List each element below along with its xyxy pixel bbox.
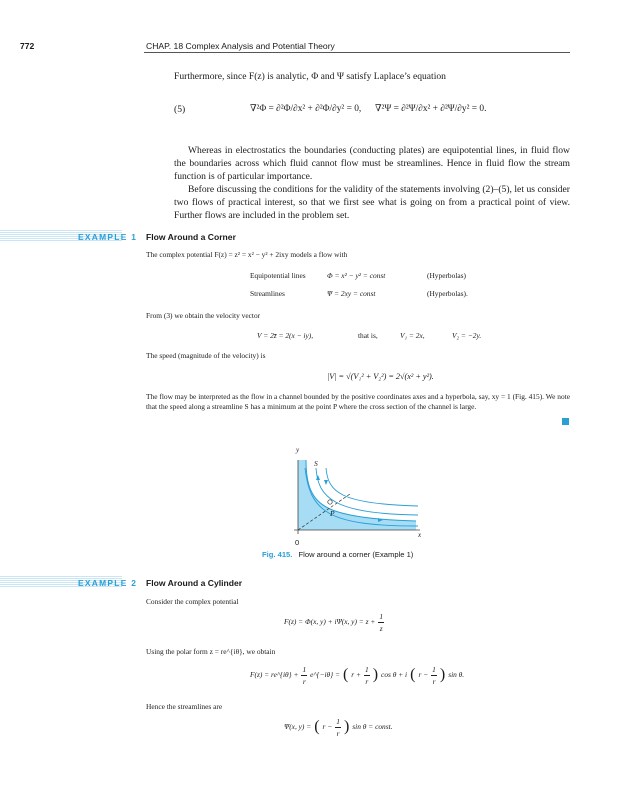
frac-numerator: 1 bbox=[336, 717, 340, 726]
fraction-one-over-r-d bbox=[335, 716, 341, 739]
arrow-2 bbox=[324, 480, 328, 485]
fraction-one-over-r-c bbox=[431, 664, 437, 687]
figure-caption-label: Fig. 415. bbox=[262, 550, 293, 559]
speed-equation: |V| = √(V₁² + V₂²) = 2√(x² + y²). bbox=[327, 372, 434, 381]
polar-equation: F(z) = re^{iθ} + $\frac{1}{r}$ e^{−iθ} = ( r + $\frac{1}{r}$ ) cos θ + i ( r − $\frac{1}{r}$ ) sin θ. bbox=[250, 665, 465, 686]
paren-open: ( bbox=[314, 718, 320, 736]
example2-text-potential: Consider the complex potential bbox=[146, 597, 239, 606]
paren-open: ( bbox=[342, 666, 349, 684]
frac-denominator: z bbox=[379, 624, 383, 633]
end-of-example-marker bbox=[562, 418, 569, 425]
example2-text-polar: Using the polar form z = re^{iθ}, we obtain bbox=[146, 647, 276, 656]
figure-s-label: S bbox=[314, 459, 318, 468]
row-streamlines-eq: Ψ = 2xy = const bbox=[327, 289, 376, 298]
stream-lhs: Ψ(x, y) = bbox=[284, 722, 312, 732]
streamline-2 bbox=[316, 468, 418, 515]
frac-denominator: r bbox=[432, 677, 436, 686]
figure-x-label: x bbox=[418, 531, 422, 539]
laplace-phi-equation: ∇²Φ = ∂²Φ/∂x² + ∂²Φ/∂y² = 0, bbox=[250, 104, 362, 114]
paragraph-flows: Before discussing the conditions for the validity of the statements involving (2)–(5), let us consider two flows of practical interest, so that we first see what is going on from a practical point of view. Further flows are included in the problem set. bbox=[174, 184, 570, 222]
row-equipotential-note: (Hyperbolas) bbox=[427, 271, 466, 280]
polar-cos: cos θ + i bbox=[381, 670, 408, 680]
row-equipotential-label: Equipotential lines bbox=[250, 271, 306, 280]
page-number: 772 bbox=[20, 41, 35, 51]
stream-rhs: sin θ = const. bbox=[352, 722, 393, 732]
figure-caption-text: Flow around a corner (Example 1) bbox=[298, 550, 414, 559]
equation-number: (5) bbox=[174, 104, 186, 115]
example2-label: EXAMPLE 2 bbox=[78, 578, 138, 588]
frac-denominator: r bbox=[365, 677, 369, 686]
potential-equation bbox=[284, 611, 384, 634]
figure-p-label: P bbox=[330, 509, 335, 518]
frac-denominator: r bbox=[302, 677, 306, 686]
paren-close: ) bbox=[439, 666, 446, 684]
point-p-marker bbox=[328, 500, 332, 504]
frac-numerator: 1 bbox=[432, 665, 436, 674]
velocity-equation: V = 2z̄ = 2(x − iy), bbox=[257, 331, 314, 340]
chapter-header: CHAP. 18 Complex Analysis and Potential Theory bbox=[146, 41, 335, 51]
polar-sin: sin θ. bbox=[448, 670, 465, 680]
row-equipotential-eq: Φ = x² − y² = const bbox=[327, 271, 386, 280]
intro-line: Furthermore, since F(z) is analytic, Φ and Ψ satisfy Laplace’s equation bbox=[174, 71, 446, 82]
polar-lhs: F(z) = re^{iθ} + bbox=[250, 670, 299, 680]
figure-caption bbox=[262, 550, 413, 559]
frac-numerator: 1 bbox=[379, 612, 384, 621]
channel-fill bbox=[298, 460, 416, 530]
example1-title: Flow Around a Corner bbox=[146, 232, 236, 242]
velocity-that-is: that is, bbox=[358, 331, 378, 340]
example2-text-streamlines: Hence the streamlines are bbox=[146, 702, 223, 711]
frac-numerator: 1 bbox=[302, 665, 307, 674]
streamline-3 bbox=[326, 468, 418, 506]
fraction-one-over-r-b bbox=[364, 664, 370, 687]
example2-title: Flow Around a Cylinder bbox=[146, 578, 243, 588]
laplace-psi-equation: ∇²Ψ = ∂²Ψ/∂x² + ∂²Ψ/∂y² = 0. bbox=[375, 104, 487, 114]
streamline-equation: Ψ(x, y) = ( r − $\frac{1}{r}$ ) sin θ = const. bbox=[284, 717, 393, 738]
figure-y-label: y bbox=[296, 446, 300, 454]
flow-corner-figure bbox=[288, 442, 448, 554]
row-streamlines-label: Streamlines bbox=[250, 289, 285, 298]
frac-numerator: 1 bbox=[365, 665, 369, 674]
paren-close: ) bbox=[372, 666, 379, 684]
fraction-one-over-z bbox=[378, 611, 384, 634]
example1-text-channel: The flow may be interpreted as the flow in a channel bounded by the positive coordinates axes and a hyperbola, say, xy = 1 (Fig. 415). We note that the speed along a streamline S has a minimum at the point P where the cross section of the channel is large. bbox=[146, 392, 570, 412]
paragraph-boundaries: Whereas in electrostatics the boundaries (conducting plates) are equipotential lines, in fluid flow the boundaries across which fluid cannot flow must be streamlines. Hence in fluid flow the stream function is of particular importance. bbox=[174, 145, 570, 183]
frac-denominator: r bbox=[336, 729, 340, 738]
fraction-one-over-r-a bbox=[301, 664, 307, 687]
example1-label: EXAMPLE 1 bbox=[78, 232, 138, 242]
example1-text-velocity: From (3) we obtain the velocity vector bbox=[146, 311, 261, 320]
figure-origin-label: 0 bbox=[295, 538, 300, 547]
header-rule bbox=[144, 52, 570, 53]
polar-mid: e^{−iθ} = bbox=[310, 670, 340, 680]
example1-text-speed: The speed (magnitude of the velocity) is bbox=[146, 351, 266, 360]
v2-equation: V₂ = −2y. bbox=[452, 331, 482, 340]
example1-text-potential: The complex potential F(z) = z² = x² − y² + 2ixy models a flow with bbox=[146, 250, 348, 259]
potential-lhs: F(z) = Φ(x, y) + iΨ(x, y) = z + bbox=[284, 617, 376, 627]
v1-equation: V₁ = 2x, bbox=[400, 331, 425, 340]
paren-close: ) bbox=[343, 718, 350, 736]
paren-open: ( bbox=[410, 666, 416, 684]
row-streamlines-note: (Hyperbolas). bbox=[427, 289, 468, 298]
